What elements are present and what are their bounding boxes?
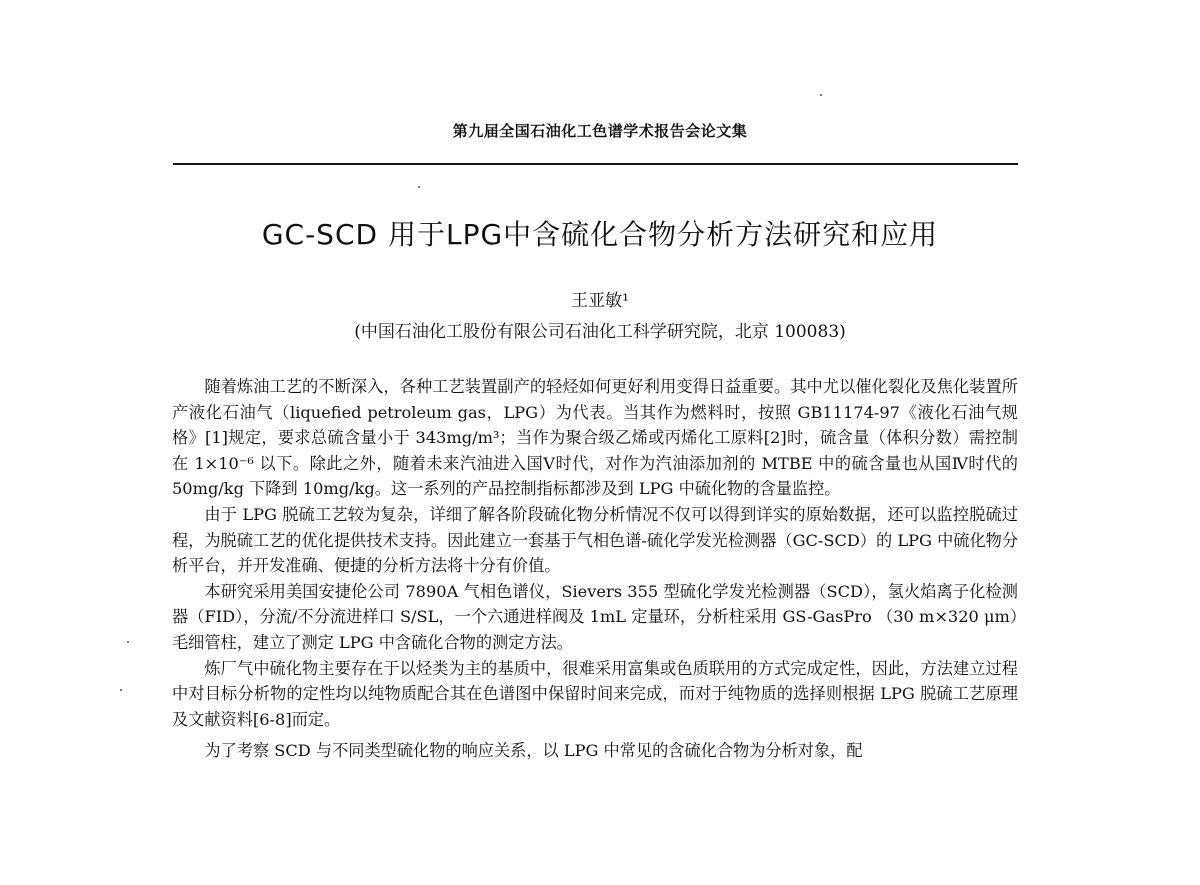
paper-affiliation: (中国石油化工股份有限公司石油化工科学研究院，北京 100083) bbox=[354, 322, 846, 342]
body-text bbox=[172, 374, 1018, 764]
paragraph-2: 由于 LPG 脱硫工艺较为复杂，详细了解各阶段硫化物分析情况不仅可以得到详实的原始数据，还可以监控脱硫过程，为脱硫工艺的优化提供技术支持。因此建立一套基于气相色谱-硫化学发光检测器（GC-SCD）的 LPG 中硫化物分析平台，并开发准确、便捷的分析方法将十分有价值。 bbox=[172, 504, 1019, 576]
scan-speck bbox=[127, 641, 129, 643]
header-rule bbox=[173, 163, 1018, 165]
paragraph-1: 随着炼油工艺的不断深入，各种工艺装置副产的轻烃如何更好利用变得日益重要。其中尤以催化裂化及焦化装置所产液化石油气（liquefied petroleum gas，LPG）为代表。当其作为燃料时，按照 GB11174-97《液化石油气规格》[1]规定，要求总硫含量小于 343mg/m³；当作为聚合级乙烯或丙烯化工原料[2]时，硫含量（体积分数）需控制在 1×10⁻⁶ 以下。除此之外，随着未来汽油进入国Ⅴ时代，对作为汽油添加剂的 MTBE 中的硫含量也从国Ⅳ时代的 50mg/kg 下降到 10mg/kg。这一系列的产品控制指标都涉及到 LPG 中硫化物的含量监控。 bbox=[172, 377, 1018, 499]
scan-speck bbox=[418, 186, 420, 188]
paragraph-4: 炼厂气中硫化物主要存在于以烃类为主的基质中，很难采用富集或色质联用的方式完成定性，因此，方法建立过程中对目标分析物的定性均以纯物质配合其在色谱图中保留时间来完成，而对于纯物质的选择则根据 LPG 脱硫工艺原理及文献资料[6-8]而定。 bbox=[172, 658, 1018, 729]
scan-speck bbox=[120, 689, 122, 691]
paragraph-5: 为了考察 SCD 与不同类型硫化物的响应关系，以 LPG 中常见的含硫化合物为分析对象，配 bbox=[204, 741, 863, 761]
scan-speck bbox=[820, 94, 822, 96]
running-header: 第九届全国石油化工色谱学术报告会论文集 bbox=[452, 122, 748, 140]
paper-author: 王亚敏¹ bbox=[571, 291, 629, 311]
paper-title: GC-SCD 用于LPG中含硫化合物分析方法研究和应用 bbox=[261, 218, 939, 251]
paragraph-3: 本研究采用美国安捷伦公司 7890A 气相色谱仪，Sievers 355 型硫化学发光检测器（SCD），氢火焰离子化检测器（FID），分流/不分流进样口 S/SL，一个六通进样阀及 1mL 定量环，分析柱采用 GS-GasPro （30 m×320 μm）毛细管柱，建立了测定 LPG 中含硫化合物的测定方法。 bbox=[172, 581, 1018, 652]
